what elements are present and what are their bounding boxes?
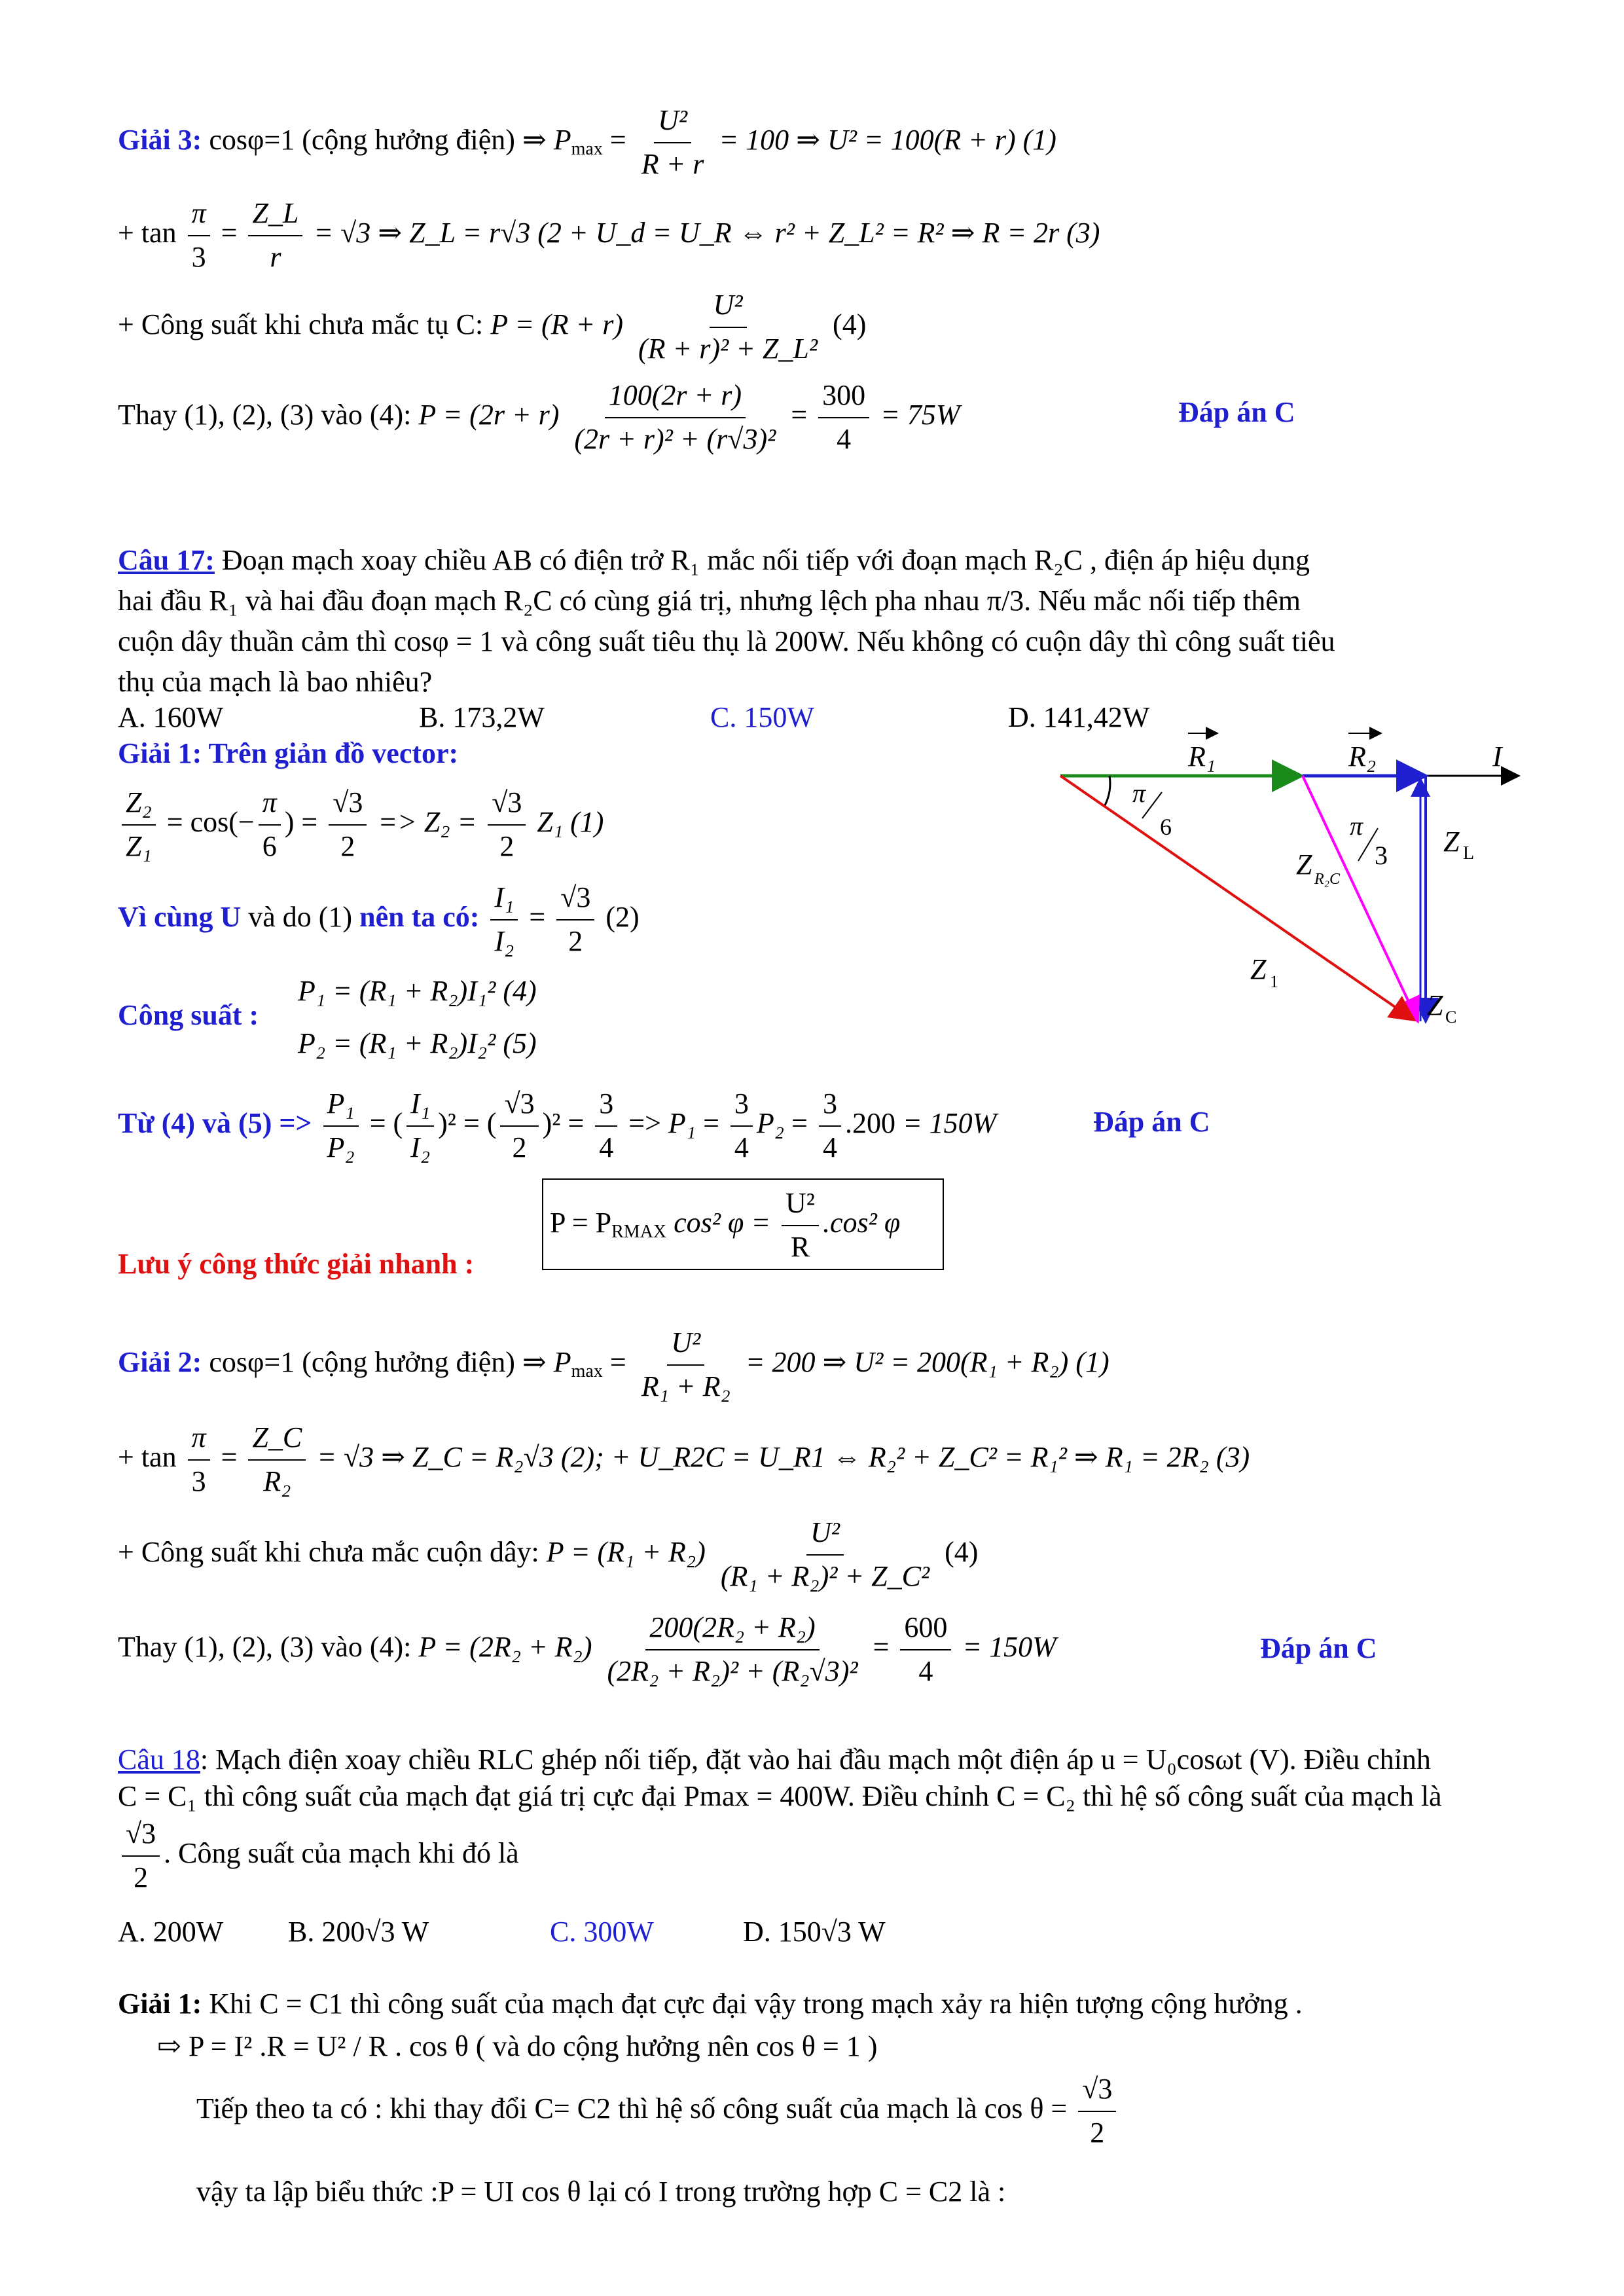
g1-17-eq2-r32 xyxy=(556,881,594,959)
g2-17-l4-frac xyxy=(604,1611,862,1689)
q18-text1: : Mạch điện xoay chiều RLC ghép nối tiếp, đặt vào hai đầu mạch một điện áp u = U₀cosωt (V). Điều chỉnh xyxy=(200,1743,1431,1776)
g1-18-l3-den: 2 xyxy=(1090,2116,1105,2149)
g3-line2: + tan $\frac{\pi}{3}$ = $\frac{Z\_L}{r}$ = √3 ⇒ Z_L = r√3 (2 + U_d = U_R ⇔ r² + Z_L² = R² ⇒ R = 2r (3) xyxy=(118,196,1100,275)
g3-l2-frac1 xyxy=(188,196,210,275)
label-zr2c: Z xyxy=(1296,848,1312,881)
g2-17-l1-text: cosφ=1 (cộng hưởng điện) ⇒ xyxy=(209,1345,547,1378)
quick-formula-c: .cos² φ xyxy=(823,1206,901,1239)
g1-17-eq3-i2: I₂ xyxy=(410,1131,431,1163)
g1-17-eq3-200: .200 xyxy=(844,1106,895,1139)
g3-l4-den: (2r + r)² + (r√3)² xyxy=(574,422,776,455)
g1-17-eq3-p1: P₁ xyxy=(323,1087,359,1127)
g2-17-answer: Đáp án C xyxy=(1260,1632,1377,1664)
g3-l1-text: cosφ=1 (cộng hưởng điện) ⇒ xyxy=(209,123,547,156)
g1-17-eq3-4: 4 xyxy=(599,1131,614,1163)
g1-17-eq3-p2b: P₂ xyxy=(756,1106,785,1139)
g3-l2-tail: = √3 ⇒ Z_L = r√3 (2 + U_d = U_R ⇔ r² + Z_L² = R² ⇒ R = 2r (3) xyxy=(314,216,1100,249)
label-z1: Z xyxy=(1250,953,1267,985)
g2-17-l4-num: 200(2R₂ + R₂) xyxy=(645,1611,819,1650)
g1-17-eq3-r3: √3 xyxy=(500,1087,538,1127)
quick-formula-label: Lưu ý công thức giải nhanh : xyxy=(118,1248,475,1280)
label-angle2-den: 3 xyxy=(1375,841,1388,870)
q18-opt-c: C. 300W xyxy=(550,1916,654,1948)
g1-18-l2: P = I² .R = U² / R . cos θ ( và do cộng hưởng nên cos θ = 1 ) xyxy=(188,2030,878,2062)
g1-17-eq1-arrow: => Z₂ = xyxy=(378,805,477,838)
g1-17-eq1-z2: Z₂ xyxy=(122,786,156,826)
g1-17-eq1-r32 xyxy=(329,786,367,864)
g2-17-line2: + tan $\frac{\pi}{3}$ = $\frac{Z\_C}{\text{R₂}}$ = √3 ⇒ Z_C = R₂√3 (2); + U_R2C = U_R1 ⇔ R₂² + Z_C² = R₁² ⇒ R₁ = 2R₂ (3) xyxy=(118,1421,1250,1499)
label-z1-sub: 1 xyxy=(1270,972,1278,991)
g1-17-eq3-34c xyxy=(819,1087,841,1165)
q17-opt-c: C. 150W xyxy=(710,701,814,733)
g3-l4-frac xyxy=(570,378,780,457)
g1-17-eq2-lhs xyxy=(490,881,518,959)
g1-17-eq3-3c: 3 xyxy=(819,1087,841,1127)
q17-opt-b: B. 173,2W xyxy=(419,701,545,733)
g3-l3-frac xyxy=(634,288,821,367)
q18-line1 xyxy=(118,1743,1431,1777)
g3-l4-tail: = 75W xyxy=(880,398,960,431)
q18-frac xyxy=(122,1817,160,1895)
q17-text4: thụ của mạch là bao nhiêu? xyxy=(118,666,433,698)
g1-17-eq3-i xyxy=(406,1087,434,1165)
g2-17-l2-zc: Z_C xyxy=(248,1421,306,1461)
g1-17-eq1-6: 6 xyxy=(262,829,277,862)
label-zl-sub: L xyxy=(1463,843,1475,864)
g2-17-l3-pre: + Công suất khi chưa mắc cuộn dây: xyxy=(118,1535,539,1568)
g2-17-l2-frac1 xyxy=(188,1421,210,1499)
vector-diagram xyxy=(1047,714,1545,1054)
g3-l4-num2: 300 xyxy=(818,378,869,418)
q17-opt-a: A. 160W xyxy=(118,701,224,733)
g1-17-p1: P₁ = (R₁ + R₂)I₁² (4) xyxy=(298,975,537,1007)
g2-17-l4-math: P = (2R₂ + R₂) xyxy=(418,1630,592,1663)
g1-17-eq2-r3: √3 xyxy=(556,881,594,920)
g1-17-eq1-mid: = cos(− xyxy=(166,805,255,838)
g1-18-line1 xyxy=(118,1987,1303,2022)
label-r2: R₂ xyxy=(1348,740,1377,773)
g1-17-eq1-tail: Z₁ (1) xyxy=(537,805,604,838)
g2-17-l2-pi: π xyxy=(188,1421,210,1461)
g1-17-eq3-3: 3 xyxy=(595,1087,617,1127)
g1-18-l1: Khi C = C1 thì công suất của mạch đạt cực đại vậy trong mạch xảy ra hiện tượng cộng hưởng . xyxy=(209,1988,1303,2020)
label-angle2-num: π xyxy=(1350,811,1363,841)
g1-17-eq1-2: 2 xyxy=(340,829,355,862)
g1-18-line3 xyxy=(196,2072,1120,2151)
g1-17-eq1-lhs xyxy=(122,786,156,864)
g1-17-same-u-a: Vì cùng U xyxy=(118,900,242,933)
g3-line4: Thay (1), (2), (3) vào (4): P = (2r + r) $\frac{100(2r + r)}{\text{(2r + r)² + (r√3)²}}$ = $\frac{300}{4}$ = 75W xyxy=(118,378,960,457)
g2-17-l4-num2: 600 xyxy=(900,1611,951,1650)
g3-l1-frac xyxy=(638,103,708,182)
g1-17-same-u-c: nên ta có: xyxy=(359,900,480,933)
g3-l2-pi: π xyxy=(188,196,210,236)
g1-17-eq3-p xyxy=(323,1087,359,1165)
label-r1: R₁ xyxy=(1188,740,1216,773)
g1-18-l4: vậy ta lập biểu thức :P = UI cos θ lại có I trong trường hợp C = C2 là : xyxy=(196,2176,1006,2208)
g1-17-eq3-p1b: P₁ xyxy=(668,1106,696,1139)
g3-l4-pre: Thay (1), (2), (3) vào (4): xyxy=(118,398,412,431)
g3-l1-sub: max xyxy=(571,138,603,159)
g1-17-eq1-z1: Z₁ xyxy=(126,829,152,862)
g3-l2-3: 3 xyxy=(191,240,206,273)
g2-17-l3-math: P = (R₁ + R₂) xyxy=(546,1535,706,1568)
g3-line1: Giải 3: cosφ=1 (cộng hưởng điện) ⇒ $P_{max}$ = $\frac{\text{U²}}{R + r}$ = 100 ⇒ U² = 100(R + r) (1) xyxy=(118,103,1056,182)
g1-17-eq3-result: = 150W xyxy=(902,1106,997,1139)
q18-opt-a: A. 200W xyxy=(118,1916,224,1948)
quick-formula xyxy=(550,1186,900,1265)
g1-17-eq1: $\frac{\text{Z₂}}{\text{Z₁}}$ = cos(− $\frac{\pi}{6}$ ) = $\frac{√3}{2}$ => Z₂ = $\frac{√3}{2}$ Z₁ (1) xyxy=(118,786,604,864)
g1-17-power-label: Công suất : xyxy=(118,999,259,1031)
g2-17-l2-pre: + tan xyxy=(118,1440,177,1473)
g3-l3-tail: (4) xyxy=(833,308,867,340)
g3-l4-num: 100(2r + r) xyxy=(605,378,746,418)
label-angle1-num: π xyxy=(1132,778,1146,808)
q18-frac-den: 2 xyxy=(134,1861,149,1893)
quick-formula-den: R xyxy=(790,1230,810,1263)
g3-l3-pre: + Công suất khi chưa mắc tụ C: xyxy=(118,308,484,340)
g3-l2-pre: + tan xyxy=(118,216,177,249)
g3-l1-num: U² xyxy=(654,103,691,143)
g1-17-eq3-3b: 3 xyxy=(731,1087,753,1127)
g1-17-eq1-r32b xyxy=(488,786,526,864)
g3-l4-den2: 4 xyxy=(837,422,852,455)
angle-arc xyxy=(1105,776,1110,805)
g1-17-eq3-r32 xyxy=(500,1087,538,1165)
g2-17-l1-den: R₁ + R₂ xyxy=(641,1370,731,1402)
quick-formula-b: cos² φ = xyxy=(674,1206,771,1239)
g3-head: Giải 3: xyxy=(118,123,202,156)
g1-17-p2: P₂ = (R₁ + R₂)I₂² (5) xyxy=(298,1027,537,1059)
label-i: I xyxy=(1492,740,1502,773)
g2-17-l4-tail: = 150W xyxy=(962,1630,1056,1663)
q17-line1 xyxy=(118,543,1310,578)
g3-l2-r: r xyxy=(270,240,281,273)
g3-l4-math: P = (2r + r) xyxy=(418,398,560,431)
g2-17-l1-tail: = 200 ⇒ U² = 200(R₁ + R₂) (1) xyxy=(745,1345,1110,1378)
g3-l2-frac2 xyxy=(248,196,302,275)
q18-text3: . Công suất của mạch khi đó là xyxy=(164,1836,519,1869)
g3-l1-p: P xyxy=(553,123,571,156)
g1-17-eq3: Từ (4) và (5) => $\frac{\text{P₁}}{\text{P₂}}$ = ( $\frac{\text{I₁}}{\text{I₂}}$ )² = ( $\frac{√3}{2}$ )² = $\frac{3}{4}$ => P₁ = $\frac{3}{4}$ P₂ = $\frac{3}{4}$ .200 = 150W xyxy=(118,1087,996,1165)
g1-17-eq3-2: 2 xyxy=(512,1131,527,1163)
quick-formula-sub: RMAX xyxy=(611,1221,667,1242)
g1-17-eq3-i1: I₁ xyxy=(406,1087,434,1127)
g2-17-line3 xyxy=(118,1516,978,1594)
g3-answer: Đáp án C xyxy=(1178,396,1295,428)
g2-17-l4-den2: 4 xyxy=(918,1654,933,1687)
g2-17-l2-tail: = √3 ⇒ Z_C = R₂√3 (2); + U_R2C = U_R1 ⇔ R₂² + Z_C² = R₁² ⇒ R₁ = 2R₂ (3) xyxy=(317,1440,1250,1473)
q18-text2: C = C₁ thì công suất của mạch đạt giá trị cực đại Pmax = 400W. Điều chỉnh C = C₂ thì hệ số công suất của mạch là xyxy=(118,1780,1442,1812)
g2-17-l3-den: (R₁ + R₂)² + Z_C² xyxy=(720,1559,930,1592)
g2-17-l4-den: (2R₂ + R₂)² + (R₂√3)² xyxy=(607,1654,858,1687)
g1-17-eq3-4c: 4 xyxy=(822,1131,837,1163)
q17-label: Câu 17: xyxy=(118,544,215,576)
g2-17-l4-frac2 xyxy=(900,1611,951,1689)
quick-formula-frac xyxy=(782,1186,819,1265)
g1-17-eq3-34b xyxy=(731,1087,753,1165)
g2-17-l2-r2: R₂ xyxy=(263,1465,291,1497)
g2-17-l2-frac2 xyxy=(248,1421,306,1499)
g1-17-eq2: Vì cùng U và do (1) nên ta có: $\frac{\text{I₁}}{\text{I₂}}$ = $\frac{√3}{2}$ (2) xyxy=(118,881,640,959)
g3-l2-zl: Z_L xyxy=(248,196,302,236)
g2-17-l1-sub: max xyxy=(571,1360,603,1381)
g1-17-eq2-i2: I₂ xyxy=(494,924,514,957)
g2-17-l3-tail: (4) xyxy=(945,1535,979,1568)
label-angle1-den: 6 xyxy=(1160,814,1172,840)
quick-formula-num: U² xyxy=(782,1186,819,1226)
g1-17-eq2-tail: (2) xyxy=(605,900,640,933)
g2-17-l1-p: P xyxy=(553,1345,571,1378)
q17-text1: Đoạn mạch xoay chiều AB có điện trở R₁ mắc nối tiếp với đoạn mạch R₂C , điện áp hiệu dụng xyxy=(221,544,1310,576)
q18-opt-d: D. 150√3 W xyxy=(743,1916,886,1948)
g2-17-line4: Thay (1), (2), (3) vào (4): P = (2R₂ + R₂) $\frac{\text{200(2R₂ + R₂)}}{\text{(2R₂ + R₂)² + (R₂√3)²}}$ = $\frac{600}{4}$ = 150W xyxy=(118,1611,1056,1689)
quick-formula-a: P = P xyxy=(550,1206,612,1239)
g1-18-head: Giải 1: xyxy=(118,1988,202,2020)
g3-l1-den: R + r xyxy=(641,147,704,180)
g1-17-eq1-pi6 xyxy=(259,786,281,864)
g1-17-eq3-p2: P₂ xyxy=(327,1131,355,1163)
g2-17-l4-pre: Thay (1), (2), (3) vào (4): xyxy=(118,1630,412,1663)
g1-17-eq3-4b: 4 xyxy=(734,1131,749,1163)
g2-17-l3-frac xyxy=(717,1516,933,1594)
g2-17-head: Giải 2: xyxy=(118,1345,202,1378)
g3-line3 xyxy=(118,288,866,367)
g1-17-eq1-r3b: √3 xyxy=(488,786,526,826)
label-zl: Z xyxy=(1443,826,1460,858)
g2-17-l3-num: U² xyxy=(806,1516,844,1556)
g1-17-eq3-34 xyxy=(595,1087,617,1165)
q18-label: Câu 18 xyxy=(118,1743,200,1776)
g1-17-eq1-r3: √3 xyxy=(329,786,367,826)
q17-text2: hai đầu R₁ và hai đầu đoạn mạch R₂C có cùng giá trị, nhưng lệch pha nhau π/3. Nếu mắc nối tiếp thêm xyxy=(118,585,1301,617)
q17-opt-d: D. 141,42W xyxy=(1008,701,1150,733)
label-zr2c-sub: R₂C xyxy=(1314,871,1341,888)
g1-17-answer: Đáp án C xyxy=(1093,1106,1210,1138)
g1-17-head: Giải 1: Trên giản đồ vector: xyxy=(118,737,459,769)
g2-17-line1: Giải 2: cosφ=1 (cộng hưởng điện) ⇒ $P_{max}$ = $\frac{\text{U²}}{\text{R₁ + R₂}}$ = 200 ⇒ U² = 200(R₁ + R₂) (1) xyxy=(118,1326,1110,1404)
g1-18-l3-frac xyxy=(1078,2072,1116,2151)
g2-17-l1-frac xyxy=(638,1326,734,1404)
label-zc: Z xyxy=(1427,989,1443,1021)
g3-l1-tail: = 100 ⇒ U² = 100(R + r) (1) xyxy=(719,123,1056,156)
q18-line3 xyxy=(118,1817,519,1895)
g1-17-eq2-2: 2 xyxy=(568,924,583,957)
g3-l4-frac2 xyxy=(818,378,869,457)
g3-l3-num: U² xyxy=(710,288,747,328)
label-zc-sub: C xyxy=(1445,1008,1457,1027)
g1-18-l3: Tiếp theo ta có : khi thay đổi C= C2 thì hệ số công suất của mạch là cos θ = xyxy=(196,2092,1068,2124)
g1-18-l3-num: √3 xyxy=(1078,2072,1116,2112)
arrow-right-icon: ⇨ xyxy=(157,2030,181,2062)
g2-17-l2-3: 3 xyxy=(191,1465,206,1497)
g1-17-from45: Từ (4) và (5) => xyxy=(118,1106,312,1139)
g2-17-l1-num: U² xyxy=(667,1326,704,1366)
g1-17-same-u-b: và do (1) xyxy=(248,900,353,933)
g1-18-line2 xyxy=(157,2030,877,2064)
g1-17-eq2-i1: I₁ xyxy=(490,881,518,920)
g1-17-eq1-pi: π xyxy=(259,786,281,826)
q17-text3: cuộn dây thuần cảm thì cosφ = 1 và công suất tiêu thụ là 200W. Nếu không có cuộn dây thì công suất tiêu xyxy=(118,625,1335,657)
g3-l3-den: (R + r)² + Z_L² xyxy=(638,332,818,365)
q18-frac-num: √3 xyxy=(122,1817,160,1857)
q18-opt-b: B. 200√3 W xyxy=(288,1916,429,1948)
g1-17-eq1-2b: 2 xyxy=(499,829,514,862)
g3-l3-math: P = (R + r) xyxy=(490,308,624,340)
